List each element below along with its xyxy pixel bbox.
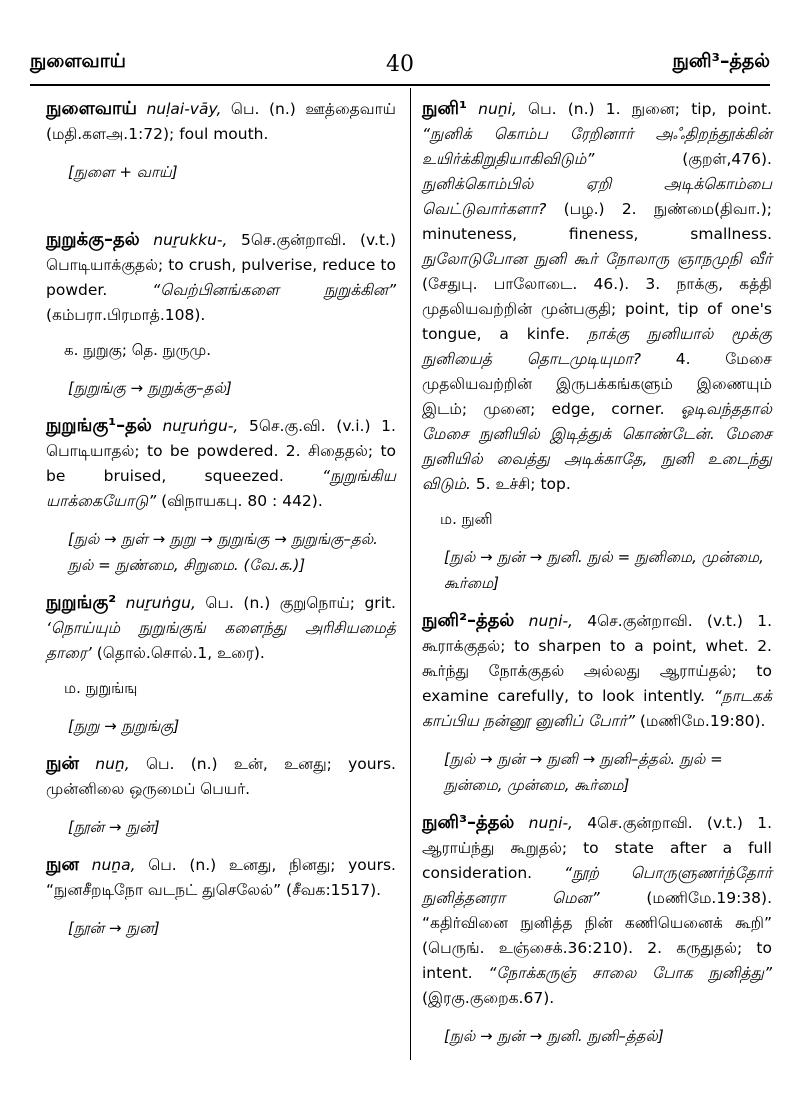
entry-headword: நுறுங்கு²: [46, 592, 117, 613]
entry-headword: நுன்: [46, 753, 80, 774]
entry-quotation: “நுறுங்கிய யாக்கையோடு”: [46, 467, 396, 510]
entry-source: (மணிமே.19:38). “கதிர்வினை நுனித்த நின் கணியெனைக் கூறி” (பெருங். உஞ்சைக்.36:210). 2. கருதுதல்; to intent.: [422, 889, 772, 982]
entry-quotation: நுலோடுபோன நுனி கூர் நோலாரு ஞாநமுநி வீர்: [422, 250, 772, 268]
entry-definition: 4. மேசை முதலியவற்றின் இருபக்கங்களும் இணையும் இடம்; முனை; edge, corner.: [422, 350, 772, 418]
header-rule: [30, 84, 770, 86]
entry-cognates: ம. நுறுங்ஙு: [64, 679, 138, 697]
entry-transliteration: nuṉi-,: [528, 612, 573, 630]
dictionary-entry: [422, 96, 772, 596]
right-running-headword: நுனி³–த்தல்: [672, 50, 770, 72]
entry-quotation: ‘நொய்யும் நுறுங்குங் களைந்து அரிசியமைத் தாரை’: [46, 619, 396, 662]
entry-definition: பெ. (n.) உன், உனது; yours. முன்னிலை ஒருமைப் பெயர்.: [46, 755, 396, 798]
entry-etymology: [நுறு → நுறுங்கு]: [68, 717, 180, 735]
entry-source: (தொல்.சொல்.1, உரை).: [96, 644, 265, 662]
entry-transliteration: nuṉi,: [478, 100, 517, 118]
entry-transliteration: nuḷai-vāy,: [146, 100, 222, 118]
entry-source: (மணிமே.19:80).: [639, 712, 766, 730]
entry-quotation: “நாடகக் காப்பிய நன்னூ னுனிப் போர்”: [422, 687, 772, 730]
entry-quotation: நாக்கு நுனியால் மூக்கு நுனியைத் தொடமுடியுமா?: [422, 325, 772, 368]
entry-definition: (சேதுபு. பாலோடை. 46.). 3. நாக்கு, கத்தி முதலியவற்றின் முன்பகுதி; point, tip of one's tongue, a kinfe.: [422, 275, 772, 343]
dictionary-entry: [46, 852, 396, 941]
entry-headword: நுறுக்கு–தல்: [46, 229, 140, 250]
entry-transliteration: nuṉ,: [95, 755, 130, 773]
entry-headword: நுனி²–த்தல்: [422, 610, 515, 631]
entry-definition: 5செ.குன்றாவி. (v.t.) பொடியாக்குதல்; to crush, pulverise, reduce to powder.: [46, 231, 396, 299]
entry-definition: பெ. (n.) உனது, நினது; yours. “நுனசீறடிநோ வடநட் துசெலேல்” (சீவக:1517).: [46, 856, 396, 899]
left-column: [46, 96, 396, 953]
entry-headword: நுளைவாய்: [46, 98, 137, 119]
dictionary-entry: [46, 96, 396, 185]
left-running-headword: நுளைவாய்: [30, 50, 126, 72]
right-column: [422, 96, 772, 1061]
entry-etymology: [நூன் → நுன்]: [68, 818, 160, 836]
entry-etymology: [நுறுங்கு → நுறுக்கு–தல்]: [68, 379, 232, 397]
entry-definition: பெ. (n.) ஊத்தைவாய் (மதி.களஅ.1:72); foul mouth.: [46, 100, 396, 143]
entry-headword: நுனி¹: [422, 98, 467, 119]
entry-definition: 4செ.குன்றாவி. (v.t.) 1. கூராக்குதல்; to sharpen to a point, whet. 2. கூர்ந்து நோக்குதல் அல்லது ஆராய்தல்; to examine carefully, to look intently.: [422, 612, 772, 705]
entry-etymology: [நுல் → நுன் → நுனி → நுனி–த்தல். நுல் = நுன்மை, முன்மை, கூர்மை]: [444, 750, 723, 794]
dictionary-entry: [46, 227, 396, 401]
entry-quotation: “நுனிக் கொம்ப ரேறினார் அஃதிறந்தூக்கின் உயிர்க்கிறுதியாகிவிடும்”: [422, 125, 772, 168]
entry-source: (குறள்,476).: [682, 150, 772, 168]
entry-headword: நுறுங்கு¹–தல்: [46, 415, 152, 436]
entry-etymology: [நுளை + வாய்]: [68, 163, 178, 181]
entry-transliteration: nuṉi-,: [528, 814, 573, 832]
entry-transliteration: nuṟuṅgu-,: [162, 417, 239, 435]
dictionary-entry: [46, 413, 396, 578]
dictionary-entry: [422, 810, 772, 1049]
dictionary-entry: [46, 590, 396, 739]
entry-etymology: [நுல் → நுன் → நுனி. நுல் = நுனிமை, முன்மை, கூர்மை]: [444, 548, 764, 592]
entry-cognates: க. நுறுகு; தெ. நுருமு.: [64, 341, 211, 359]
entry-headword: நுன: [46, 854, 80, 875]
page-number: 40: [386, 52, 414, 77]
entry-quotation: “நூற் பொருளுணர்ந்தோர் நுனித்தனரா மென”: [422, 864, 772, 907]
page-header: [30, 50, 770, 86]
entry-headword: நுனி³–த்தல்: [422, 812, 515, 833]
entry-source: (கம்பரா.பிரமாத்.108).: [46, 306, 206, 324]
column-divider: [410, 88, 411, 1060]
entry-source: (விநாயகபு. 80 : 442).: [161, 492, 323, 510]
entry-definition: 4செ.குன்றாவி. (v.t.) 1. ஆராய்ந்து கூறுதல்; to state after a full consideration.: [422, 814, 772, 882]
entry-transliteration: nuṟuṅgu,: [125, 594, 196, 612]
entry-definition: பெ. (n.) குறுநொய்; grit.: [205, 594, 396, 612]
dictionary-entry: [422, 608, 772, 798]
entry-quotation: “வெற்பினங்களை நுறுக்கின”: [152, 281, 396, 299]
entry-transliteration: nuṟukku-,: [153, 231, 228, 249]
entry-quotation: “நோக்கருஞ் சாலை போக நுனித்து”: [488, 964, 772, 982]
entry-cognates: ம. நுனி: [440, 510, 493, 528]
entry-source: (இரகு.குறைக.67).: [422, 989, 555, 1007]
entry-quotation: நுனிக்கொம்பில் ஏறி அடிக்கொம்பை வெட்டுவார்களா?: [422, 175, 772, 218]
entry-definition: (பழ.) 2. நுண்மை(திவா.); minuteness, fineness, smallness.: [422, 200, 772, 243]
entry-etymology: [நுல் → நுள் → நுறு → நுறுங்கு → நுறுங்கு–தல். நுல் = நுண்மை, சிறுமை. (வே.க.)]: [68, 530, 378, 574]
entry-etymology: [நுல் → நுன் → நுனி. நுனி–த்தல்]: [444, 1027, 664, 1045]
entry-quotation: ஓடிவந்ததால் மேசை நுனியில் இடித்துக் கொண்டேன். மேசை நுனியில் வைத்து அடிக்காதே, நுனி உடைந்து விடும்.: [422, 400, 772, 493]
dictionary-entry: [46, 751, 396, 840]
entry-etymology: [நூன் → நுன]: [68, 919, 160, 937]
entry-definition: பெ. (n.) 1. நுனை; tip, point.: [528, 100, 772, 118]
entry-definition: 5. உச்சி; top.: [475, 475, 571, 493]
entry-transliteration: nuṉa,: [91, 856, 136, 874]
entry-definition: 5செ.கு.வி. (v.i.) 1. பொடியாதல்; to be powdered. 2. சிதைதல்; to be bruised, squeezed.: [46, 417, 396, 485]
